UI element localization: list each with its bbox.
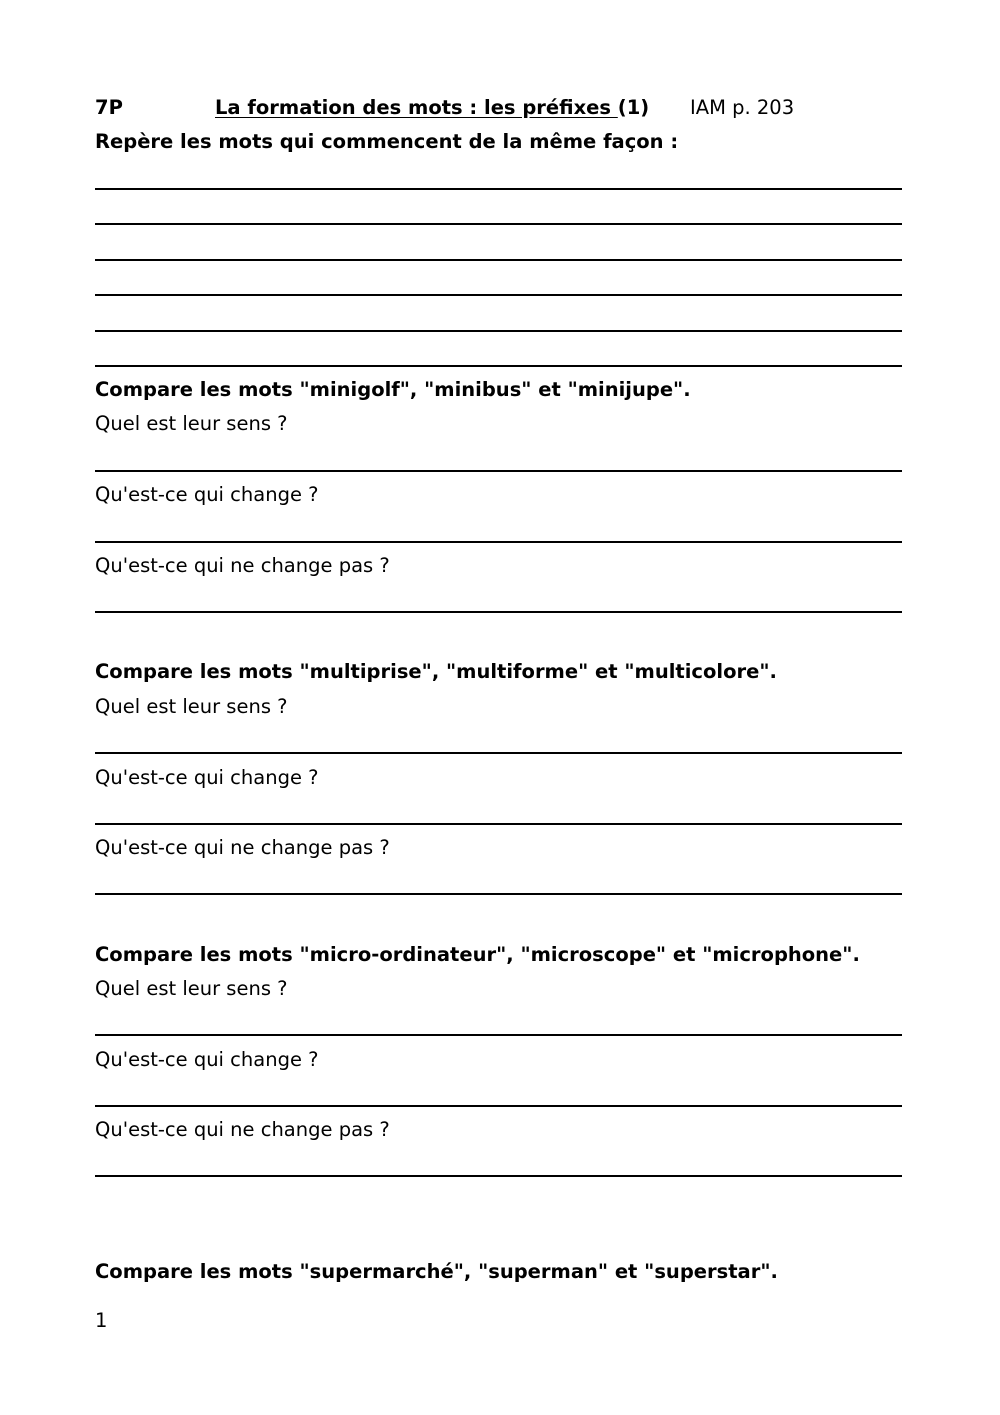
- page-title: [215, 96, 649, 120]
- question-no-change: Qu'est-ce qui ne change pas ?: [95, 554, 390, 577]
- question-change: Qu'est-ce qui change ?: [95, 1048, 319, 1071]
- answer-line: [95, 541, 902, 543]
- section-heading: Compare les mots "multiprise", "multiforme" et "multicolore".: [95, 660, 777, 683]
- level-label: 7P: [95, 96, 123, 119]
- question-change: Qu'est-ce qui change ?: [95, 483, 319, 506]
- answer-line: [95, 365, 902, 367]
- answer-line: [95, 330, 902, 332]
- intro-instruction: Repère les mots qui commencent de la même façon :: [95, 130, 679, 153]
- answer-line: [95, 223, 902, 225]
- book-reference: IAM p. 203: [690, 96, 795, 119]
- answer-line: [95, 823, 902, 825]
- page-number: 1: [95, 1309, 108, 1332]
- answer-line: [95, 1175, 902, 1177]
- answer-line: [95, 611, 902, 613]
- answer-line: [95, 1034, 902, 1036]
- title-main: La formation des mots : les préfixes: [215, 96, 618, 119]
- section-heading: Compare les mots "micro-ordinateur", "microscope" et "microphone".: [95, 943, 860, 966]
- question-change: Qu'est-ce qui change ?: [95, 766, 319, 789]
- answer-line: [95, 294, 902, 296]
- question-meaning: Quel est leur sens ?: [95, 695, 288, 718]
- question-meaning: Quel est leur sens ?: [95, 977, 288, 1000]
- answer-line: [95, 259, 902, 261]
- section-heading: Compare les mots "minigolf", "minibus" et "minijupe".: [95, 378, 691, 401]
- answer-line: [95, 188, 902, 190]
- section-heading: Compare les mots "supermarché", "superman" et "superstar".: [95, 1260, 778, 1283]
- question-meaning: Quel est leur sens ?: [95, 412, 288, 435]
- question-no-change: Qu'est-ce qui ne change pas ?: [95, 836, 390, 859]
- answer-line: [95, 893, 902, 895]
- answer-line: [95, 752, 902, 754]
- title-number: (1): [617, 96, 650, 119]
- answer-line: [95, 1105, 902, 1107]
- question-no-change: Qu'est-ce qui ne change pas ?: [95, 1118, 390, 1141]
- answer-line: [95, 470, 902, 472]
